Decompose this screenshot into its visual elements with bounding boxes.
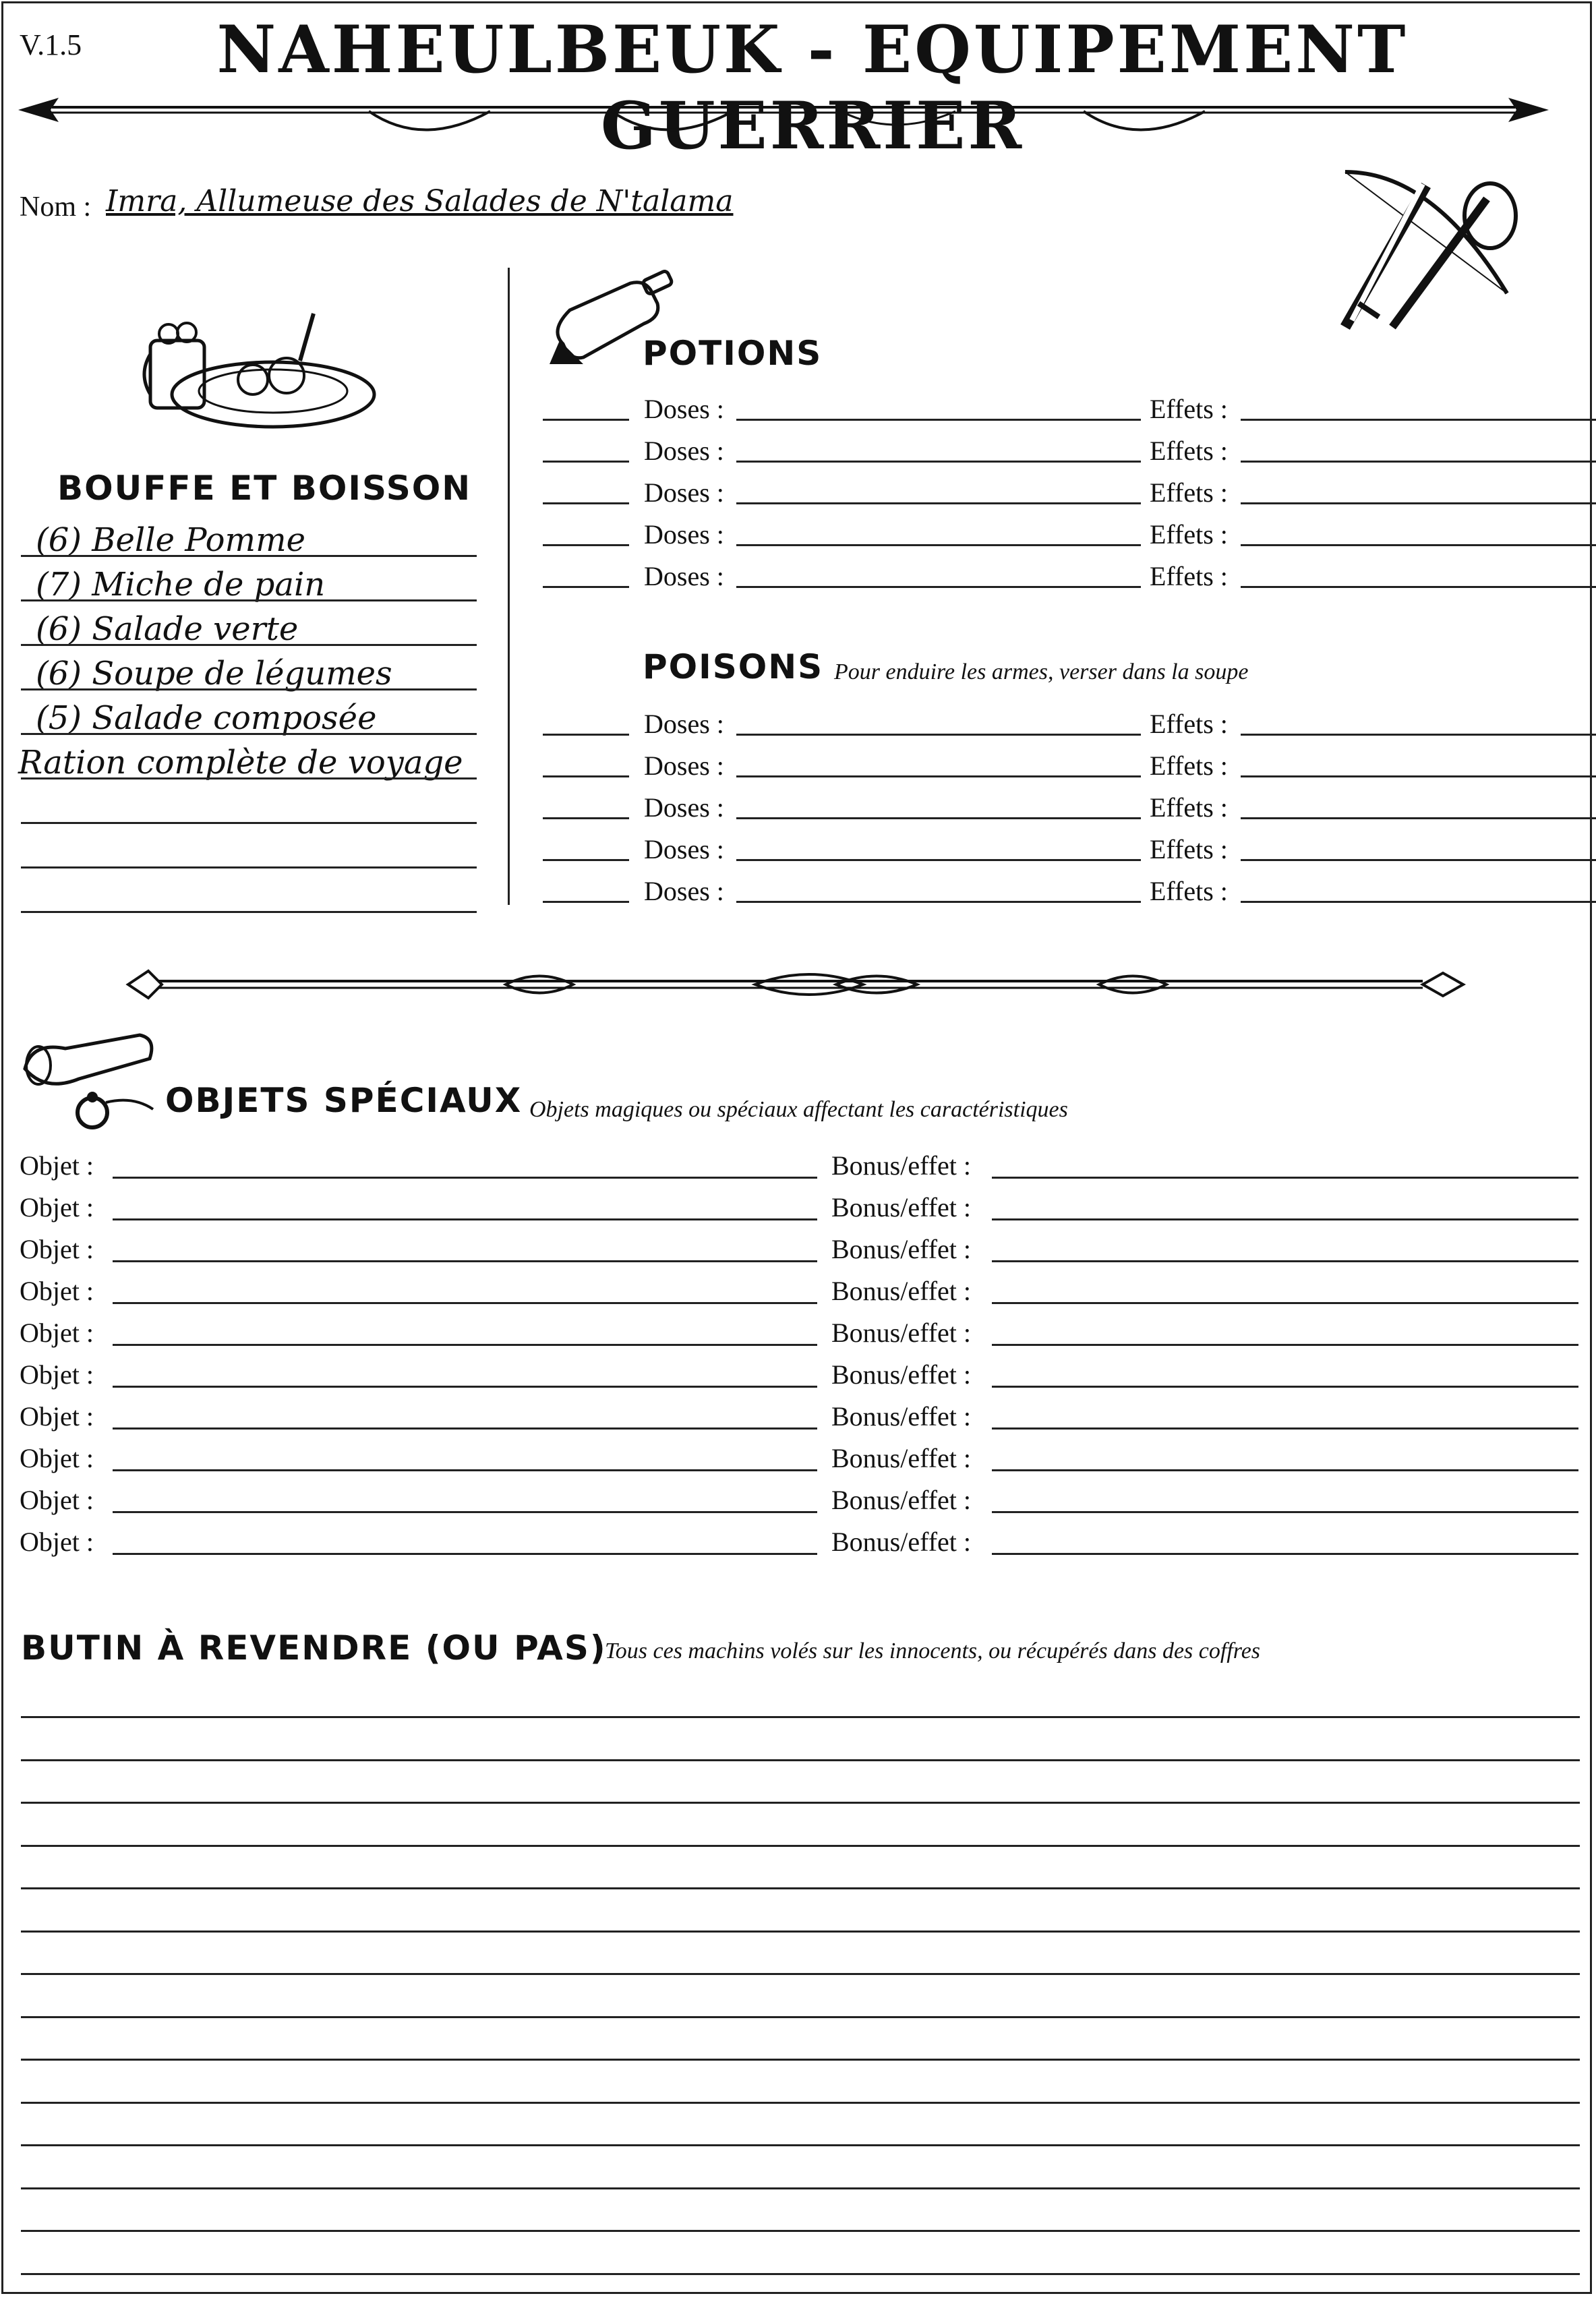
poisons-title: POISONS xyxy=(643,647,824,686)
bonus-line[interactable] xyxy=(992,1344,1578,1346)
doses-label: Doses : xyxy=(644,876,724,906)
potions-effets-line[interactable] xyxy=(1241,419,1596,421)
objet-label: Objet : xyxy=(20,1401,94,1432)
food-plate-icon xyxy=(138,300,381,435)
loot-line[interactable] xyxy=(21,1802,1580,1804)
loot-line[interactable] xyxy=(21,1973,1580,1975)
food-title: BOUFFE ET BOISSON xyxy=(57,469,472,508)
food-item-line[interactable] xyxy=(21,866,477,868)
objet-line[interactable] xyxy=(113,1469,817,1471)
potions-effets-line[interactable] xyxy=(1241,544,1596,546)
objet-label: Objet : xyxy=(20,1443,94,1473)
poisons-doses-line[interactable] xyxy=(736,734,1141,736)
food-item-line[interactable] xyxy=(21,555,477,557)
poisons-quantity-line[interactable] xyxy=(543,901,629,903)
objet-line[interactable] xyxy=(113,1344,817,1346)
loot-line[interactable] xyxy=(21,2059,1580,2061)
special-title: OBJETS SPÉCIAUX xyxy=(165,1081,523,1120)
bonus-line[interactable] xyxy=(992,1553,1578,1555)
food-item: (7) Miche de pain xyxy=(36,566,326,603)
food-item: (5) Salade composée xyxy=(36,699,377,737)
poisons-doses-line[interactable] xyxy=(736,901,1141,903)
loot-line[interactable] xyxy=(21,1759,1580,1761)
food-item-line[interactable] xyxy=(21,733,477,735)
objet-line[interactable] xyxy=(113,1553,817,1555)
potions-effets-line[interactable] xyxy=(1241,502,1596,504)
column-divider xyxy=(508,268,510,905)
equipment-sheet xyxy=(1,1,1592,2294)
bonus-line[interactable] xyxy=(992,1302,1578,1304)
food-item-line[interactable] xyxy=(21,599,477,601)
loot-line[interactable] xyxy=(21,2230,1580,2232)
effets-label: Effets : xyxy=(1150,792,1228,823)
page-title: NAHEULBEUK - EQUIPEMENT GUERRIER xyxy=(216,11,1409,164)
potions-quantity-line[interactable] xyxy=(543,502,629,504)
crossed-weapons-icon xyxy=(1332,158,1534,347)
objet-label: Objet : xyxy=(20,1318,94,1348)
poisons-effets-line[interactable] xyxy=(1241,859,1596,861)
poisons-doses-line[interactable] xyxy=(736,775,1141,777)
bonus-label: Bonus/effet : xyxy=(831,1150,972,1181)
loot-line[interactable] xyxy=(21,2144,1580,2146)
objet-label: Objet : xyxy=(20,1485,94,1515)
objet-line[interactable] xyxy=(113,1218,817,1220)
doses-label: Doses : xyxy=(644,477,724,508)
food-item: Ration complète de voyage xyxy=(18,744,463,782)
loot-line[interactable] xyxy=(21,2102,1580,2104)
potions-doses-line[interactable] xyxy=(736,419,1141,421)
food-item-line[interactable] xyxy=(21,688,477,690)
objet-line[interactable] xyxy=(113,1260,817,1262)
effets-label: Effets : xyxy=(1150,519,1228,550)
bonus-label: Bonus/effet : xyxy=(831,1234,972,1264)
doses-label: Doses : xyxy=(644,394,724,424)
poisons-quantity-line[interactable] xyxy=(543,734,629,736)
poisons-quantity-line[interactable] xyxy=(543,775,629,777)
poisons-doses-line[interactable] xyxy=(736,859,1141,861)
bonus-line[interactable] xyxy=(992,1218,1578,1220)
loot-line[interactable] xyxy=(21,2273,1580,2275)
food-item-line[interactable] xyxy=(21,644,477,646)
bonus-label: Bonus/effet : xyxy=(831,1485,972,1515)
bonus-label: Bonus/effet : xyxy=(831,1527,972,1557)
food-item-line[interactable] xyxy=(21,911,477,913)
nom-label: Nom : xyxy=(20,192,92,223)
potions-doses-line[interactable] xyxy=(736,586,1141,588)
bonus-line[interactable] xyxy=(992,1177,1578,1179)
potions-doses-line[interactable] xyxy=(736,461,1141,463)
bonus-label: Bonus/effet : xyxy=(831,1276,972,1306)
poisons-doses-line[interactable] xyxy=(736,817,1141,819)
effets-label: Effets : xyxy=(1150,477,1228,508)
doses-label: Doses : xyxy=(644,750,724,781)
special-subtitle: Objets magiques ou spéciaux affectant les caractéristiques xyxy=(529,1097,1068,1122)
potions-effets-line[interactable] xyxy=(1241,461,1596,463)
loot-line[interactable] xyxy=(21,1887,1580,1889)
bonus-line[interactable] xyxy=(992,1386,1578,1388)
loot-line[interactable] xyxy=(21,1716,1580,1718)
food-item-line[interactable] xyxy=(21,777,477,779)
effets-label: Effets : xyxy=(1150,394,1228,424)
food-item-line[interactable] xyxy=(21,822,477,824)
bonus-label: Bonus/effet : xyxy=(831,1192,972,1222)
doses-label: Doses : xyxy=(644,561,724,591)
loot-subtitle: Tous ces machins volés sur les innocents, ou récupérés dans des coffres xyxy=(605,1639,1261,1663)
objet-line[interactable] xyxy=(113,1386,817,1388)
bonus-line[interactable] xyxy=(992,1260,1578,1262)
objet-label: Objet : xyxy=(20,1192,94,1222)
effets-label: Effets : xyxy=(1150,876,1228,906)
poisons-effets-line[interactable] xyxy=(1241,817,1596,819)
objet-label: Objet : xyxy=(20,1359,94,1390)
bonus-line[interactable] xyxy=(992,1469,1578,1471)
objet-label: Objet : xyxy=(20,1527,94,1557)
doses-label: Doses : xyxy=(644,436,724,466)
food-item: (6) Salade verte xyxy=(36,610,299,648)
effets-label: Effets : xyxy=(1150,709,1228,739)
poisons-effets-line[interactable] xyxy=(1241,734,1596,736)
bonus-label: Bonus/effet : xyxy=(831,1359,972,1390)
doses-label: Doses : xyxy=(644,519,724,550)
objet-line[interactable] xyxy=(113,1511,817,1513)
bonus-line[interactable] xyxy=(992,1427,1578,1430)
loot-line[interactable] xyxy=(21,2016,1580,2018)
bonus-label: Bonus/effet : xyxy=(831,1401,972,1432)
poisons-effets-line[interactable] xyxy=(1241,901,1596,903)
poisons-quantity-line[interactable] xyxy=(543,859,629,861)
bonus-line[interactable] xyxy=(992,1511,1578,1513)
potions-quantity-line[interactable] xyxy=(543,586,629,588)
version-label: V.1.5 xyxy=(20,28,82,61)
potions-doses-line[interactable] xyxy=(736,502,1141,504)
loot-title: BUTIN À REVENDRE (OU PAS) xyxy=(21,1628,607,1668)
nom-value[interactable]: Imra, Allumeuse des Salades de N'talama xyxy=(106,184,734,218)
spear-divider-icon xyxy=(18,91,1549,152)
food-item: (6) Belle Pomme xyxy=(36,521,305,559)
scroll-ring-icon xyxy=(18,1028,160,1136)
objet-label: Objet : xyxy=(20,1234,94,1264)
potions-title: POTIONS xyxy=(643,334,823,373)
doses-label: Doses : xyxy=(644,834,724,864)
objet-label: Objet : xyxy=(20,1276,94,1306)
doses-label: Doses : xyxy=(644,709,724,739)
bonus-label: Bonus/effet : xyxy=(831,1318,972,1348)
poisons-subtitle: Pour enduire les armes, verser dans la soupe xyxy=(834,659,1249,684)
potions-doses-line[interactable] xyxy=(736,544,1141,546)
effets-label: Effets : xyxy=(1150,750,1228,781)
potions-effets-line[interactable] xyxy=(1241,586,1596,588)
objet-line[interactable] xyxy=(113,1177,817,1179)
potions-quantity-line[interactable] xyxy=(543,544,629,546)
loot-line[interactable] xyxy=(21,1845,1580,1847)
effets-label: Effets : xyxy=(1150,834,1228,864)
loot-line[interactable] xyxy=(21,2187,1580,2189)
poisons-quantity-line[interactable] xyxy=(543,817,629,819)
effets-label: Effets : xyxy=(1150,436,1228,466)
loot-line[interactable] xyxy=(21,1931,1580,1933)
effets-label: Effets : xyxy=(1150,561,1228,591)
doses-label: Doses : xyxy=(644,792,724,823)
potions-quantity-line[interactable] xyxy=(543,461,629,463)
objet-line[interactable] xyxy=(113,1302,817,1304)
poisons-effets-line[interactable] xyxy=(1241,775,1596,777)
objet-line[interactable] xyxy=(113,1427,817,1430)
food-item: (6) Soupe de légumes xyxy=(36,655,392,693)
staff-divider-icon xyxy=(128,961,1463,1008)
objet-label: Objet : xyxy=(20,1150,94,1181)
potions-quantity-line[interactable] xyxy=(543,419,629,421)
bonus-label: Bonus/effet : xyxy=(831,1443,972,1473)
